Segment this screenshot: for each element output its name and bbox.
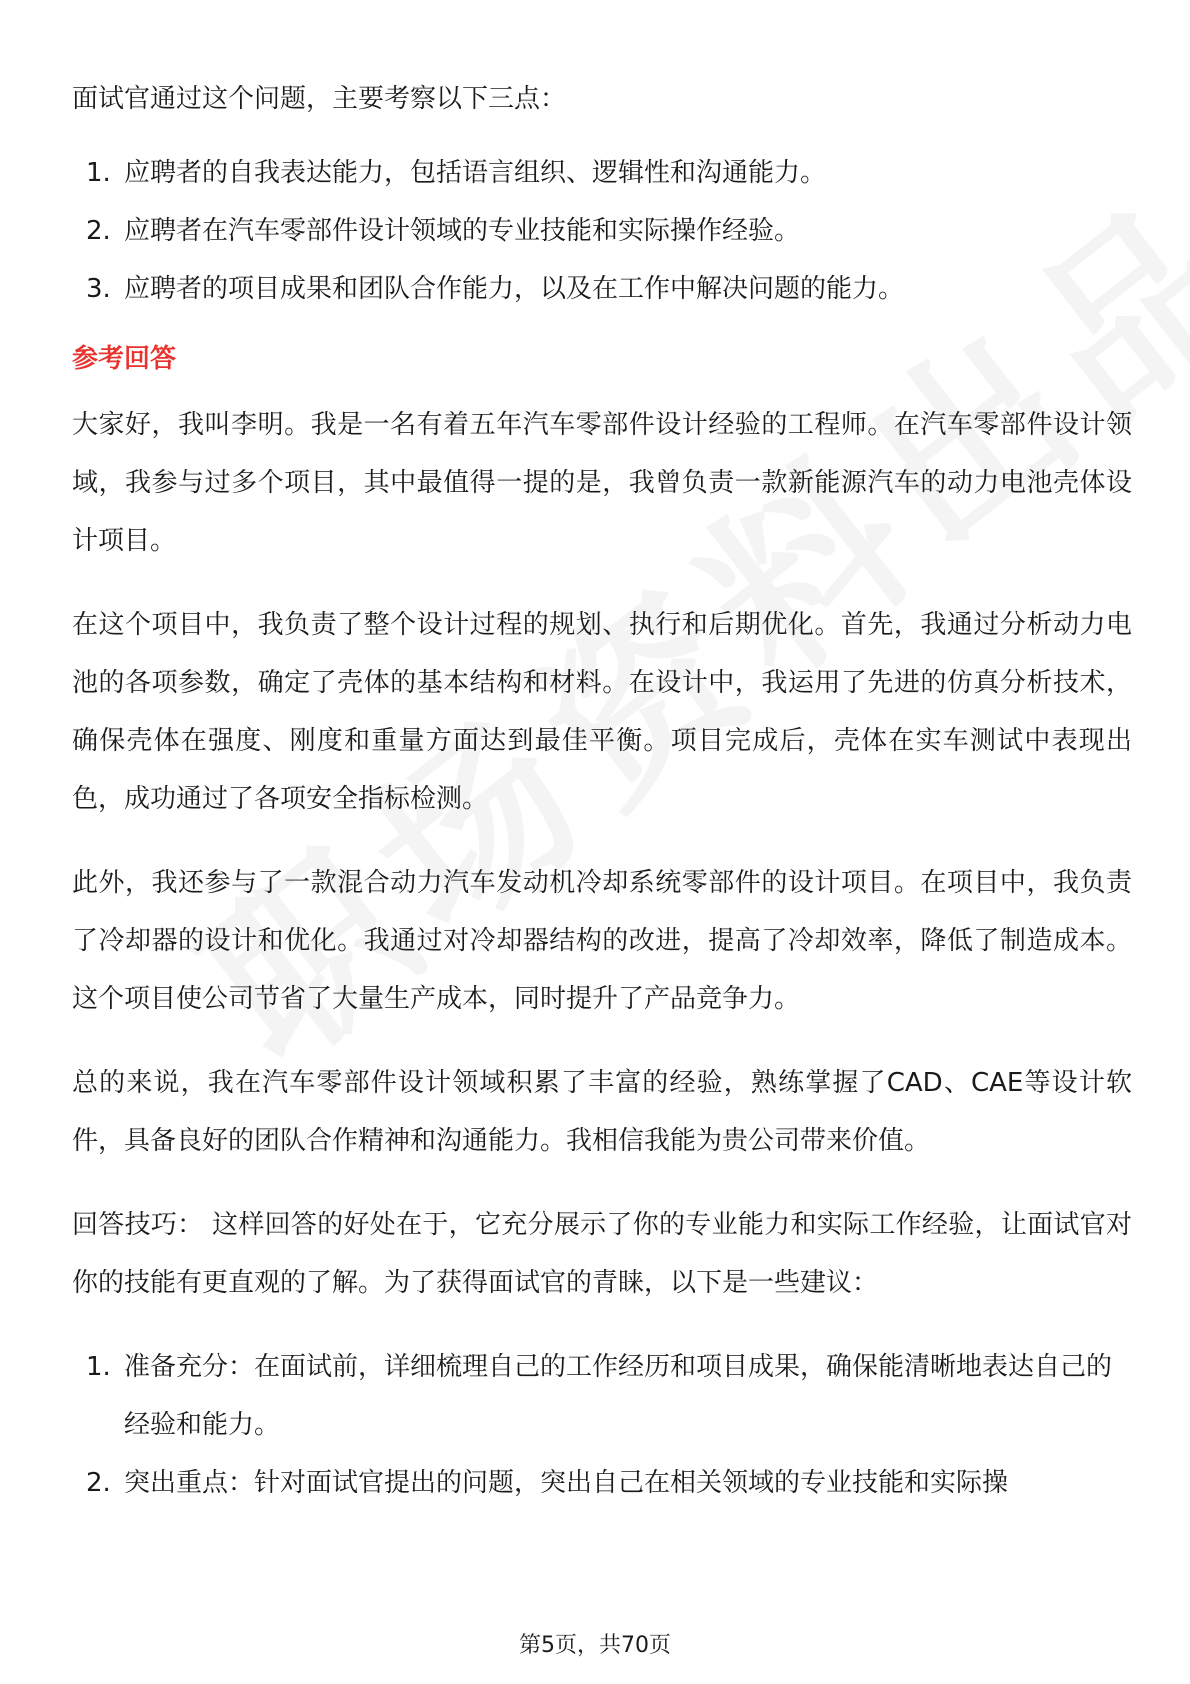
- paragraph: 总的来说，我在汽车零部件设计领域积累了丰富的经验，熟练掌握了CAD、CAE等设计软件，具备良好的团队合作精神和沟通能力。我相信我能为贵公司带来价值。: [72, 1068, 1132, 1156]
- list-item: [72, 1338, 1132, 1454]
- list-item-text: 准备充分：在面试前，详细梳理自己的工作经历和项目成果，确保能清晰地表达自己的经验和能力。: [124, 1352, 1113, 1440]
- paragraph: 此外，我还参与了一款混合动力汽车发动机冷却系统零部件的设计项目。在项目中，我负责了冷却器的设计和优化。我通过对冷却器结构的改进，提高了冷却效率，降低了制造成本。这个项目使公司节省了大量生产成本，同时提升了产品竞争力。: [72, 868, 1132, 1014]
- list-item-text: 应聘者的自我表达能力，包括语言组织、逻辑性和沟通能力。: [124, 158, 827, 188]
- section-title: 参考回答: [72, 344, 177, 374]
- list-item: [72, 202, 1132, 260]
- paragraph: 回答技巧： 这样回答的好处在于，它充分展示了你的专业能力和实际工作经验，让面试官对你的技能有更直观的了解。为了获得面试官的青睐，以下是一些建议：: [72, 1210, 1132, 1298]
- list-item-text: 应聘者在汽车零部件设计领域的专业技能和实际操作经验。: [124, 216, 801, 246]
- paragraph: 大家好，我叫李明。我是一名有着五年汽车零部件设计经验的工程师。在汽车零部件设计领域，我参与过多个项目，其中最值得一提的是，我曾负责一款新能源汽车的动力电池壳体设计项目。: [72, 410, 1132, 556]
- list-number: 1.: [86, 1352, 111, 1382]
- list-number: 1.: [86, 158, 111, 188]
- list-number: 3.: [86, 274, 111, 304]
- list-item-text: 突出重点：针对面试官提出的问题，突出自己在相关领域的专业技能和实际操: [124, 1468, 1009, 1498]
- list-item: [72, 1454, 1132, 1512]
- intro-text: 面试官通过这个问题，主要考察以下三点：: [72, 84, 567, 114]
- list-number: 2.: [86, 216, 111, 246]
- list-item-text: 应聘者的项目成果和团队合作能力，以及在工作中解决问题的能力。: [124, 274, 905, 304]
- tips-list: [72, 1338, 1132, 1512]
- list-number: 2.: [86, 1468, 111, 1498]
- page-footer: 第5页，共70页: [519, 1633, 671, 1658]
- paragraph: 在这个项目中，我负责了整个设计过程的规划、执行和后期优化。首先，我通过分析动力电池的各项参数，确定了壳体的基本结构和材料。在设计中，我运用了先进的仿真分析技术，确保壳体在强度、刚度和重量方面达到最佳平衡。项目完成后，壳体在实车测试中表现出色，成功通过了各项安全指标检测。: [72, 610, 1132, 814]
- list-item: [72, 144, 1132, 202]
- criteria-list: [72, 144, 1132, 318]
- list-item: [72, 260, 1132, 318]
- document-content: [72, 78, 1132, 1512]
